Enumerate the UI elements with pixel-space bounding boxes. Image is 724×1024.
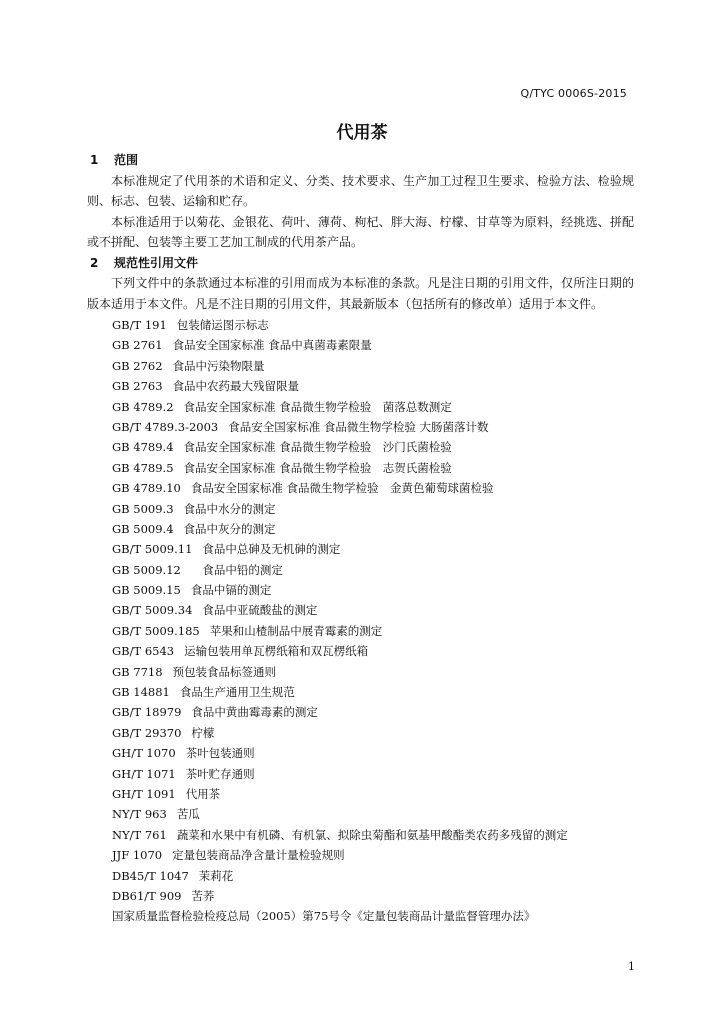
reference-title: 包装储运图示标志 — [176, 318, 269, 332]
reference-title: 食品中水分的测定 — [183, 501, 276, 516]
reference-title: 茶叶贮存通则 — [185, 766, 255, 781]
reference-item — [87, 437, 634, 457]
paragraph: 本标准适用于以菊花、金银花、荷叶、薄荷、枸杞、胖大海、柠檬、甘草等为原料，经挑选、拼配或不拼配、包装等主要工艺加工制成的代用茶产品。 — [87, 214, 634, 249]
reference-item — [87, 682, 634, 702]
reference-code: DB45/T 1047 — [112, 868, 189, 883]
document-body — [87, 150, 634, 927]
reference-item — [87, 519, 634, 539]
reference-title: 苦瓜 — [176, 807, 200, 822]
reference-item — [87, 906, 634, 926]
reference-item — [87, 764, 634, 784]
reference-title: 预包装食品标签通则 — [172, 664, 277, 679]
reference-item — [87, 397, 634, 417]
reference-title: 食品安全国家标准 食品微生物学检验 志贺氏菌检验 — [183, 460, 452, 475]
reference-item — [87, 621, 634, 641]
reference-title: 食品中灰分的测定 — [183, 521, 276, 536]
reference-item — [87, 356, 634, 376]
reference-title: 食品中总砷及无机砷的测定 — [202, 542, 341, 557]
reference-item — [87, 804, 634, 824]
reference-code: GB/T 18979 — [112, 705, 182, 720]
reference-code: GB 5009.12 — [112, 562, 181, 577]
reference-item — [87, 560, 634, 580]
reference-code: GB 4789.5 — [112, 460, 174, 475]
reference-title: 食品安全国家标准 食品微生物学检验 金黄色葡萄球菌检验 — [190, 481, 494, 496]
reference-code: GB 5009.4 — [112, 521, 174, 536]
paragraph: 下列文件中的条款通过本标准的引用而成为本标准的条款。凡是注日期的引用文件，仅所注日期的版本适用于本文件。凡是不注日期的引用文件，其最新版本（包括所有的修改单）适用于本文件。 — [87, 276, 634, 311]
reference-code: GH/T 1070 — [112, 746, 176, 761]
reference-item — [87, 662, 634, 682]
reference-item — [87, 743, 634, 763]
reference-code: GB 2763 — [112, 379, 163, 394]
reference-title: 柠檬 — [191, 725, 215, 740]
reference-code: GB 4789.4 — [112, 440, 174, 455]
reference-title: 苦荞 — [191, 888, 215, 903]
reference-item — [87, 478, 634, 498]
reference-code: GB/T 29370 — [112, 725, 182, 740]
section-title: 范围 — [114, 153, 139, 167]
reference-item — [87, 539, 634, 559]
reference-item — [87, 315, 634, 335]
section-title: 规范性引用文件 — [114, 255, 199, 270]
reference-title: 食品中污染物限量 — [172, 358, 265, 373]
page-number: 1 — [628, 960, 635, 973]
reference-code: GB 2761 — [112, 338, 163, 353]
section-number: 2 — [90, 255, 99, 270]
reference-code: GB/T 4789.3-2003 — [112, 419, 219, 434]
reference-title: 苹果和山楂制品中展青霉素的测定 — [209, 623, 383, 638]
reference-code: GB 2762 — [112, 358, 163, 373]
reference-title: 运输包装用单瓦楞纸箱和双瓦楞纸箱 — [184, 644, 369, 659]
reference-code: DB61/T 909 — [112, 888, 182, 903]
reference-code: GB 4789.10 — [112, 481, 181, 496]
reference-code: GB 5009.3 — [112, 501, 174, 516]
reference-title: 食品安全国家标准 食品微生物学检验 沙门氏菌检验 — [183, 440, 452, 455]
reference-item — [87, 417, 634, 437]
reference-item — [87, 580, 634, 600]
reference-item — [87, 641, 634, 661]
section-heading — [87, 253, 634, 274]
section-number: 1 — [90, 153, 99, 167]
reference-title: 代用茶 — [185, 786, 221, 801]
paragraph: 本标准规定了代用茶的术语和定义、分类、技术要求、生产加工过程卫生要求、检验方法、检验规则、标志、包装、运输和贮存。 — [87, 173, 634, 208]
reference-title: 食品安全国家标准 食品中真菌毒素限量 — [172, 338, 372, 353]
reference-code: NY/T 761 — [112, 827, 167, 842]
reference-code: GH/T 1071 — [112, 766, 176, 781]
reference-title: 食品安全国家标准 食品微生物学检验 大肠菌落计数 — [228, 419, 489, 434]
reference-code: GH/T 1091 — [112, 786, 176, 801]
reference-title: 食品中亚硫酸盐的测定 — [202, 603, 318, 618]
reference-item — [87, 335, 634, 355]
standard-number: Q/TYC 0006S-2015 — [520, 87, 627, 100]
reference-title: 食品中镉的测定 — [190, 583, 272, 598]
reference-code: GB/T 5009.185 — [112, 623, 200, 638]
reference-item — [87, 723, 634, 743]
reference-item — [87, 845, 634, 865]
reference-title: 定量包装商品净含量计量检验规则 — [172, 848, 345, 863]
reference-item — [87, 866, 634, 886]
reference-code: GB 5009.15 — [112, 583, 181, 598]
reference-list — [87, 315, 634, 927]
reference-code: NY/T 963 — [112, 807, 167, 822]
reference-title: 食品生产通用卫生规范 — [179, 685, 295, 700]
reference-title: 食品中农药最大残留限量 — [172, 379, 300, 394]
section-heading — [87, 150, 634, 171]
reference-item — [87, 458, 634, 478]
reference-code: GB/T 5009.34 — [112, 603, 193, 618]
reference-code: GB 14881 — [112, 685, 170, 700]
reference-item — [87, 825, 634, 845]
reference-title: 食品中铅的测定 — [190, 562, 283, 577]
reference-code: GB/T 5009.11 — [112, 542, 193, 557]
section-normative-references — [87, 253, 634, 315]
reference-code: JJF 1070 — [112, 848, 163, 863]
reference-title: 国家质量监督检验检疫总局（2005）第75号令《定量包装商品计量监督管理办法》 — [112, 909, 536, 924]
document-title: 代用茶 — [336, 123, 388, 143]
section-scope — [87, 150, 634, 253]
reference-code: GB 4789.2 — [112, 399, 174, 414]
reference-title: 蔬菜和水果中有机磷、有机氯、拟除虫菊酯和氨基甲酸酯类农药多残留的测定 — [176, 827, 568, 842]
reference-code: GB/T 191 — [112, 318, 167, 332]
reference-title: 茉莉花 — [198, 868, 234, 883]
reference-item — [87, 702, 634, 722]
reference-title: 食品安全国家标准 食品微生物学检验 菌落总数测定 — [183, 399, 452, 414]
reference-item — [87, 499, 634, 519]
reference-item — [87, 600, 634, 620]
reference-item — [87, 376, 634, 396]
reference-item — [87, 886, 634, 906]
reference-item — [87, 784, 634, 804]
reference-title: 食品中黄曲霉毒素的测定 — [191, 705, 318, 720]
reference-code: GB 7718 — [112, 664, 163, 679]
reference-title: 茶叶包装通则 — [185, 746, 255, 761]
reference-code: GB/T 6543 — [112, 644, 175, 659]
